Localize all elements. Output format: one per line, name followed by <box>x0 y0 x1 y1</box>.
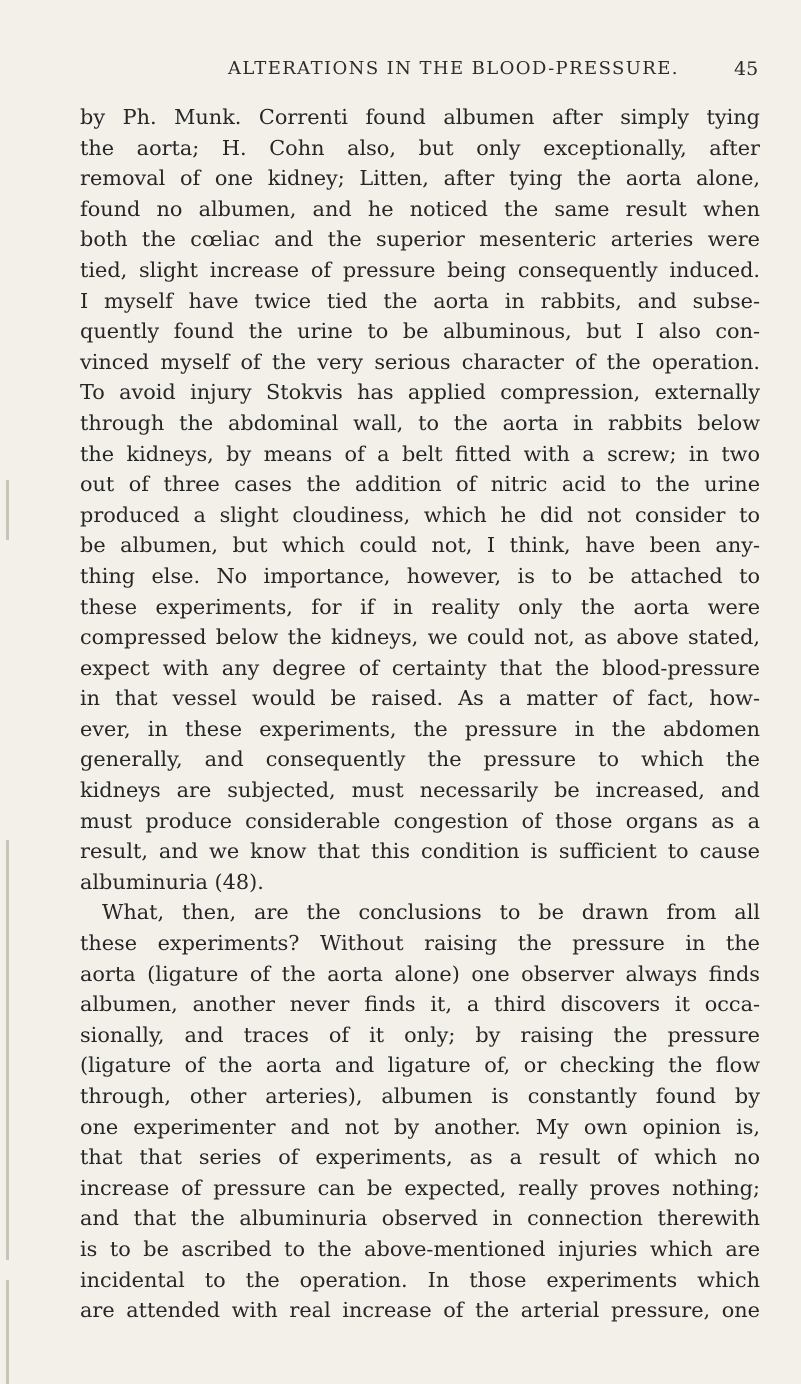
text-line: quently found the urine to be albuminous, but I also con- <box>80 319 760 344</box>
page-header <box>0 58 801 88</box>
text-line: these experiments, for if in reality only the aorta were <box>80 594 760 619</box>
text-line: What, then, are the conclusions to be drawn from all <box>102 900 760 925</box>
text-line: compressed below the kidneys, we could not, as above stated, <box>80 625 760 650</box>
text-line: through, other arteries), albumen is constantly found by <box>80 1084 760 1108</box>
text-line: and that the albuminuria observed in connection therewith <box>80 1206 760 1231</box>
text-line: one experimenter and not by another. My own opinion is, <box>80 1114 760 1139</box>
text-line: are attended with real increase of the arterial pressure, one <box>80 1298 760 1323</box>
page-number: 45 <box>734 58 759 80</box>
text-line: is to be ascribed to the above-mentioned injuries which are <box>80 1236 760 1261</box>
text-line: through the abdominal wall, to the aorta in rabbits below <box>80 410 760 435</box>
text-line: tied, slight increase of pressure being consequently induced. <box>80 257 760 282</box>
text-line: removal of one kidney; Litten, after tying the aorta alone, <box>80 166 760 191</box>
gutter-shadow <box>0 280 22 1384</box>
text-line: I myself have twice tied the aorta in rabbits, and subse- <box>80 288 760 313</box>
text-line: generally, and consequently the pressure to which the <box>80 747 760 772</box>
text-line: in that vessel would be raised. As a matter of fact, how- <box>80 686 760 711</box>
text-line: thing else. No importance, however, is to be attached to <box>80 563 760 588</box>
text-line: kidneys are subjected, must necessarily be increased, and <box>80 778 760 803</box>
text-line: the kidneys, by means of a belt fitted with a screw; in two <box>80 441 760 466</box>
text-line: by Ph. Munk. Correnti found albumen after simply tying <box>80 105 760 129</box>
text-line: that that series of experiments, as a result of which no <box>80 1145 760 1170</box>
gutter-mark <box>6 1280 9 1384</box>
text-line: vinced myself of the very serious character of the operation. <box>80 349 760 374</box>
text-line: increase of pressure can be expected, really proves nothing; <box>80 1175 760 1200</box>
text-line: produced a slight cloudiness, which he did not consider to <box>80 502 760 527</box>
running-title: ALTERATIONS IN THE BLOOD-PRESSURE. <box>228 58 679 79</box>
text-line: out of three cases the addition of nitric acid to the urine <box>80 472 760 497</box>
text-line: albumen, another never finds it, a third discovers it occa- <box>80 992 760 1017</box>
text-line: be albumen, but which could not, I think, have been any- <box>80 533 760 558</box>
gutter-mark <box>6 480 9 540</box>
text-line: sionally, and traces of it only; by raising the pressure <box>80 1022 760 1047</box>
text-line: these experiments? Without raising the pressure in the <box>80 931 760 956</box>
text-line: To avoid injury Stokvis has applied compression, externally <box>80 380 760 405</box>
text-line: expect with any degree of certainty that the blood-pressure <box>80 655 760 680</box>
text-line: found no albumen, and he noticed the same result when <box>80 196 760 221</box>
text-line: must produce considerable congestion of those organs as a <box>80 808 760 833</box>
text-line: both the cœliac and the superior mesenteric arteries were <box>80 227 760 252</box>
gutter-mark <box>6 840 9 1260</box>
text-line: aorta (ligature of the aorta alone) one observer always finds <box>80 961 760 986</box>
text-line: ever, in these experiments, the pressure in the abdomen <box>80 716 760 741</box>
text-line: the aorta; H. Cohn also, but only exceptionally, after <box>80 135 760 160</box>
text-line: albuminuria (48). <box>80 869 264 894</box>
text-line: result, and we know that this condition is sufficient to cause <box>80 839 760 864</box>
text-line: (ligature of the aorta and ligature of, or checking the flow <box>80 1053 760 1078</box>
text-line: incidental to the operation. In those experiments which <box>80 1267 760 1292</box>
body-text <box>80 102 760 1326</box>
